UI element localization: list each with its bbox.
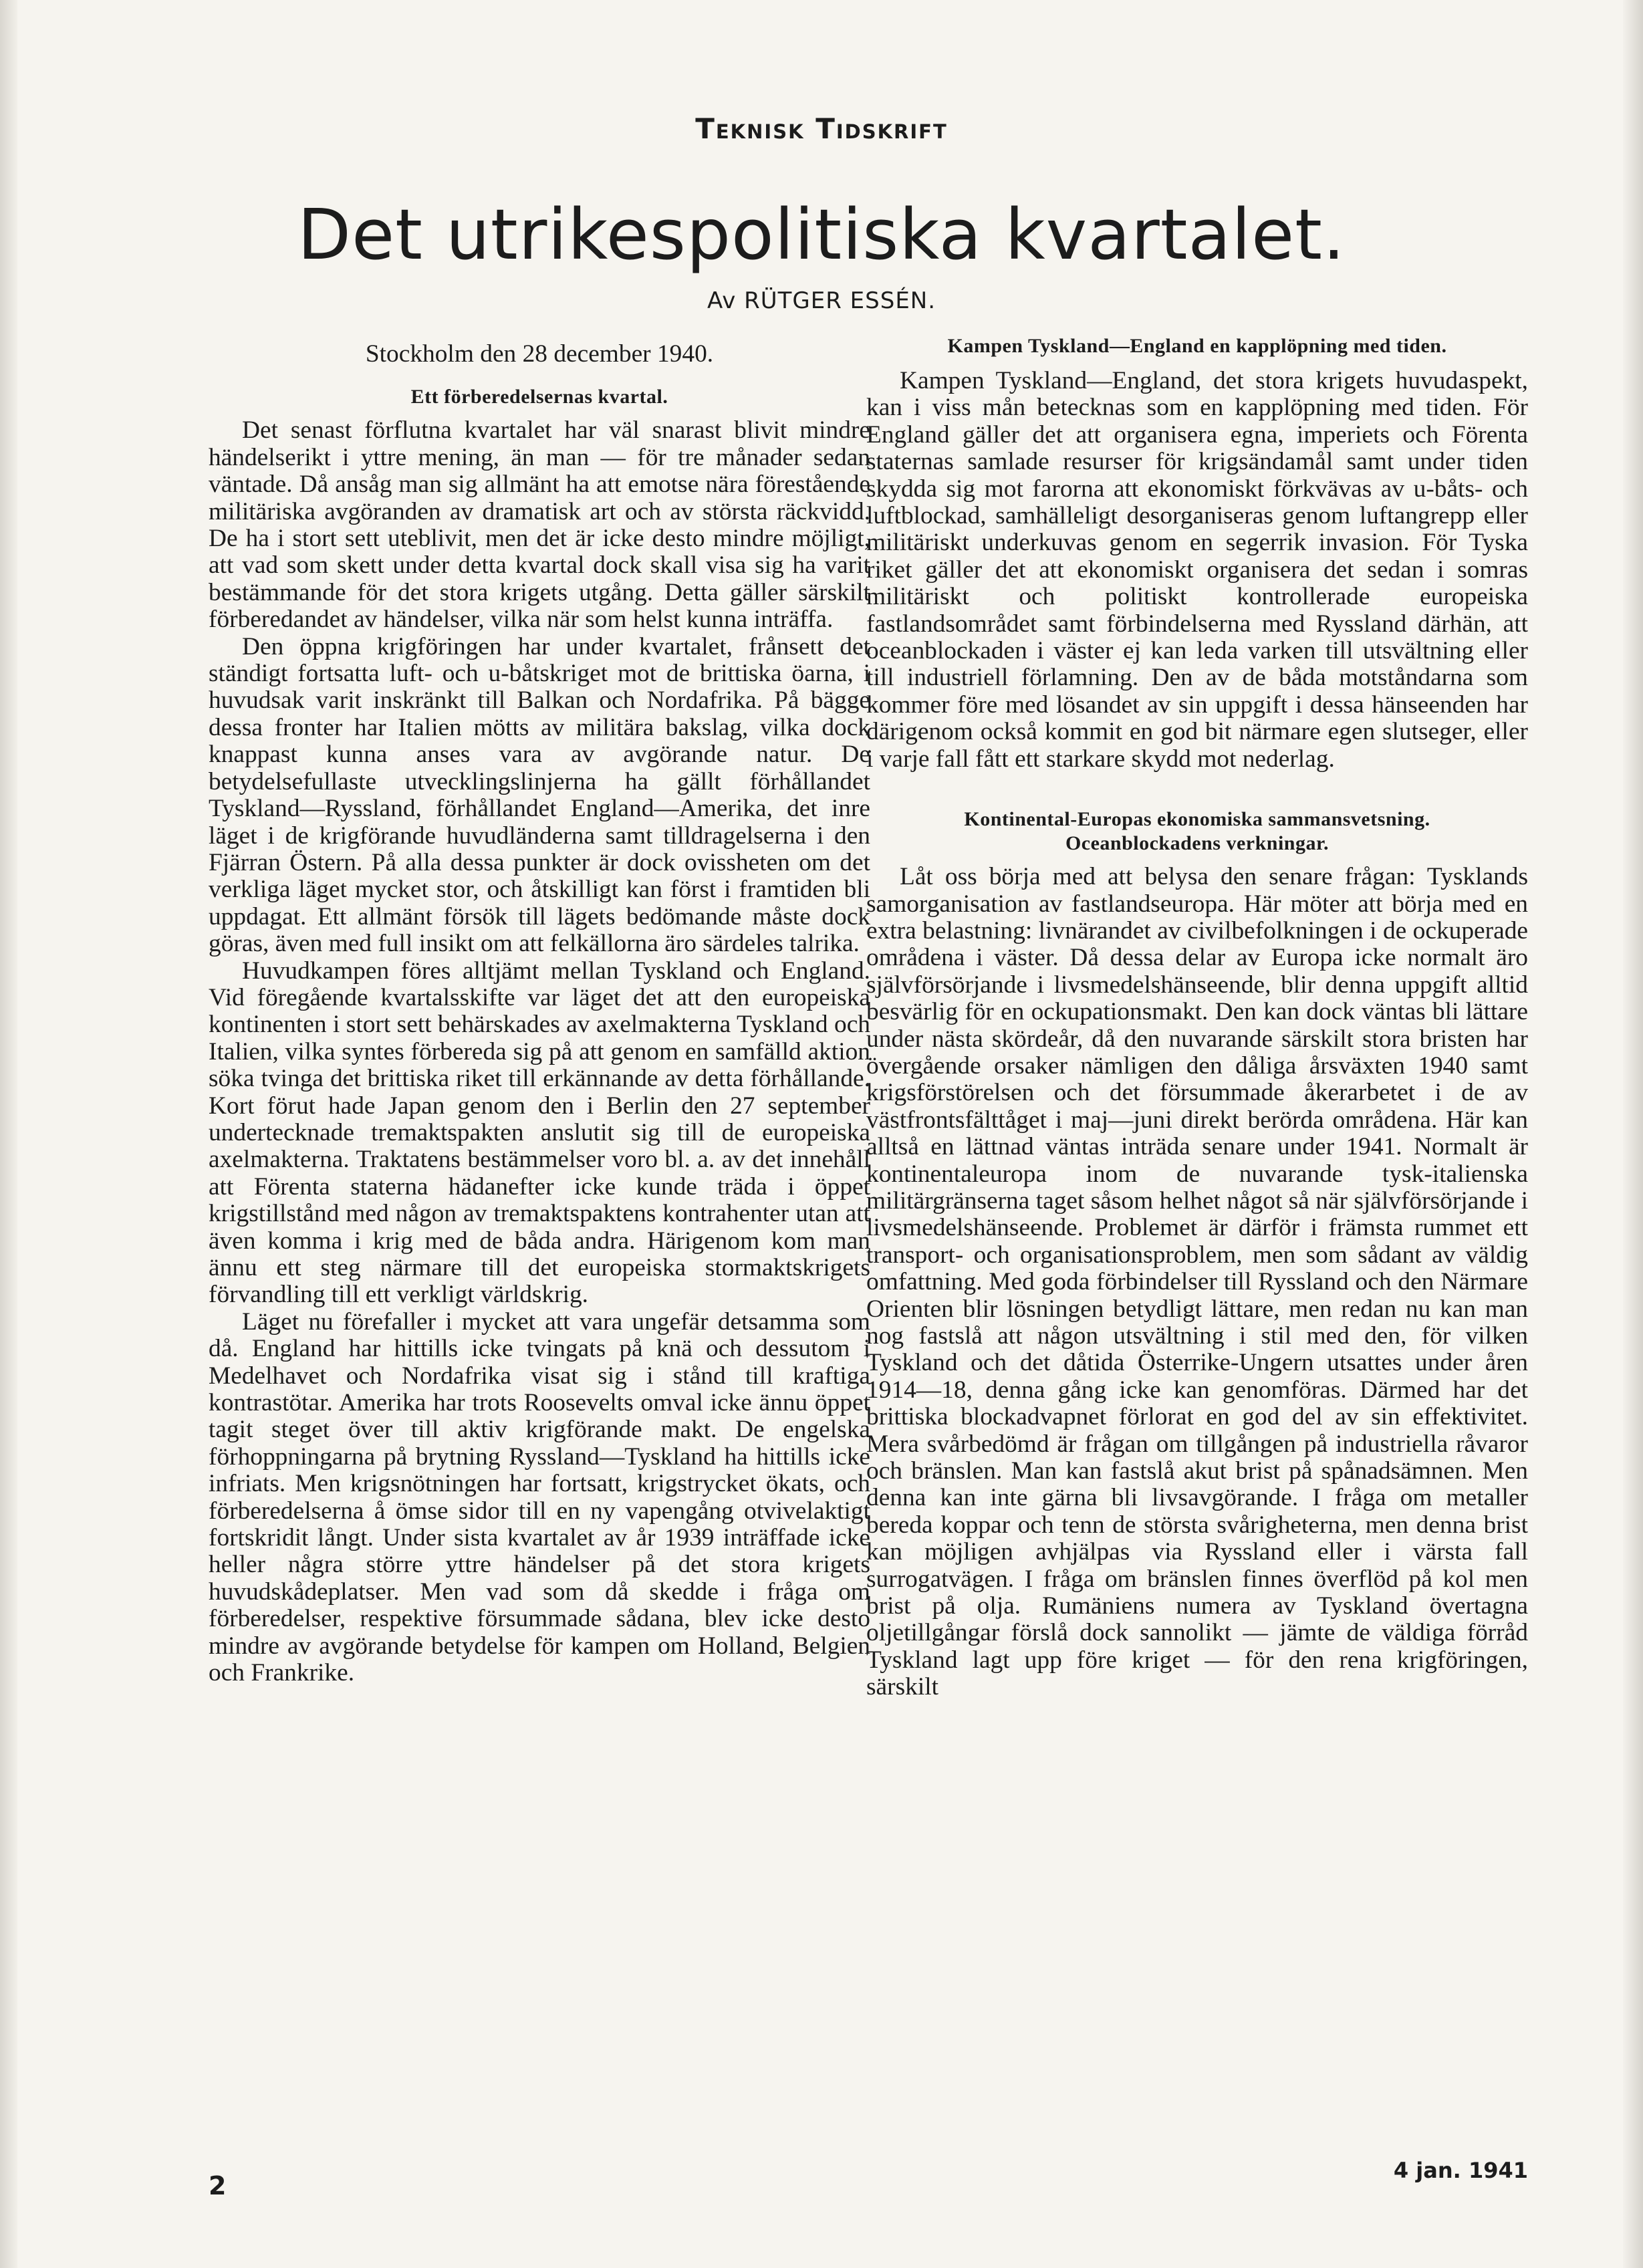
paragraph: Läget nu förefaller i mycket att vara ungefär detsamma som då. England har hittills icke tvingats på knä och dessutom i Medelhavet och Nordafrika visat sig i stånd till kraftiga kontrastötar. Amerika har trots Roosevelts omval icke ännu öppet tagit steget över till aktiv krigförande makt. De engelska förhoppningarna på brytning Ryssland—Tyskland ha hittills icke infriats. Men krigsnötningen har fortsatt, krigstrycket ökats, och förberedelserna å ömse sidor till en ny vapengång otvivelaktigt fortskridit långt. Under sista kvartalet av år 1939 inträffade icke heller några större yttre händelser på det stora krigets huvudskådeplatser. Men vad som då skedde i fråga om förberedelser, respektive försummade sådana, blev icke desto mindre av avgörande betydelse för kampen om Holland, Belgien och Frankrike. xyxy=(209,1307,870,1687)
paragraph: Huvudkampen föres alltjämt mellan Tyskland och England. Vid föregående kvartalsskifte var läget det att den europeiska kontinenten i stort sett behärskades av axelmakterna Tyskland och Italien, vilka syntes förbereda sig på att genom en samfälld aktion söka tvinga det brittiska riket till erkännande av detta förhållande. Kort förut hade Japan genom den i Berlin den 27 september undertecknade tremaktspakten anslutit sig till de europeiska axelmakterna. Traktatens bestämmelser voro bl. a. av det innehåll att Förenta staterna hädanefter icke kunde träda i öppet krigstillstånd med någon av tremaktspaktens kontrahenter utan att även komma i krig med de båda andra. Härigenom kom man ännu ett steg närmare till det europeiska stormaktskrigets förvandling till ett verkligt världskrig. xyxy=(209,957,870,1309)
page-number: 2 xyxy=(209,2171,227,2200)
paragraph: Det senast förflutna kvartalet har väl snarast blivit mindre händelserikt i yttre mening, än man — för tre månader sedan väntade. Då ansåg man sig allmänt ha att emotse nära förestående militäriska avgöranden av dramatisk art och av största räckvidd. De ha i stort sett uteblivit, men det är icke desto mindre möjligt, att vad som skett under detta kvartal dock skall visa sig ha varit bestämmande för det stora krigets utgång. Detta gäller särskilt förberedandet av händelser, vilka när som helst kunna inträffa. xyxy=(209,416,870,634)
dateline: Stockholm den 28 december 1940. xyxy=(365,340,714,368)
section-heading: Kampen Tyskland—England en kapplöpning med tiden. xyxy=(947,335,1447,357)
issue-date: 4 jan. 1941 xyxy=(1393,2158,1528,2183)
right-column xyxy=(866,334,1528,1701)
section-heading: Ett förberedelsernas kvartal. xyxy=(410,386,668,408)
running-head: Teknisk Tidskrift xyxy=(695,112,948,145)
section-heading: Kontinental-Europas ekonomiska sammansvetsning. Oceanblockadens verkningar. xyxy=(964,808,1430,855)
page-edge-right xyxy=(1623,0,1643,2268)
paragraph: Den öppna krigföringen har under kvartalet, frånsett det ständigt fortsatta luft- och u-båtskriget mot de brittiska öarna, i huvudsak varit inskränkt till Balkan och Nordafrika. På bägge dessa fronter har Italien mötts av militära bakslag, vilka dock knappast kunna anses vara av avgörande natur. De betydelsefullaste utvecklingslinjerna ha gällt förhållandet Tyskland—Ryssland, förhållandet England—Amerika, det inre läget i de krigförande huvudländerna samt tilldragelserna i den Fjärran Östern. På alla dessa punkter är dock ovissheten om det verkliga läget mycket stor, och åtskilligt kan först i framtiden bli uppdagat. Ett allmänt försök till lägets bedömande måste dock göras, även med full insikt om att felkällorna äro särdeles talrika. xyxy=(209,632,870,958)
left-column xyxy=(209,334,870,1687)
paragraph: Kampen Tyskland—England, det stora krigets huvudaspekt, kan i viss mån betecknas som en kapplöpning med tiden. För England gäller det att organisera egna, imperiets och Förenta staternas samlade resurser för krigsändamål samt under tiden skydda sig mot farorna att ekonomiskt förkvävas av u-båts- och luftblockad, samhälleligt desorganiseras genom luftangrepp eller militäriskt underkuvas genom en segerrik invasion. För Tyska riket gäller det att ekonomiskt organisera det sedan i somras militäriskt och politiskt kontrollerade europeiska fastlandsområdet samt förbindelserna med Ryssland därhän, att oceanblockaden i väster ej kan leda varken till utsvältning eller till industriell förlamning. Den av de båda motståndarna som kommer före med lösandet av sin uppgift i dessa hänseenden har därigenom också kommit en god bit närmare egen slutseger, eller i varje fall fått ett starkare skydd mot nederlag. xyxy=(866,367,1528,773)
article-byline: Av RÜTGER ESSÉN. xyxy=(707,287,936,314)
article-title: Det utrikespolitiska kvartalet. xyxy=(297,194,1346,275)
paragraph: Låt oss börja med att belysa den senare frågan: Tysklands samorganisation av fastlandseuropa. Här möter att börja med en extra belastning: livnärandet av civilbefolkningen i de ockuperade områdena i väster. Då dessa delar av Europa icke normalt äro självförsörjande i livsmedelshänseende, blir denna uppgift alltid besvärlig för en ockupationsmakt. Den kan dock väntas bli lättare under nästa skördeår, då den nuvarande särskilt stora bristen har övergående orsaker nämligen den dåliga årsväxten 1940 samt krigsförstörelsen och det försummade åkerarbetet i de av västfrontsfälttåget i maj—juni direkt berörda områdena. Här kan alltså en lättnad väntas inträda senare under 1941. Normalt är kontinentaleuropa inom de nuvarande tysk-italienska militärgränserna taget såsom helhet något så när självförsörjande i livsmedelshänseende. Problemet är därför i främsta rummet ett transport- och organisationsproblem, men som sådant av väldig omfattning. Med goda förbindelser till Ryssland och den Närmare Orienten blir lösningen betydligt lättare, men redan nu kan man nog fastslå att någon utsvältning i stil med den, för vilken Tyskland och det dåtida Österrike-Ungern utsattes under åren 1914—18, denna gång icke kan genomföras. Därmed har det brittiska blockadvapnet förlorat en god del av sin effektivitet. Mera svårbedömd är frågan om tillgången på industriella råvaror och bränslen. Man kan fastslå akut brist på spånadsämnen. Men denna kan inte gärna bli livsavgörande. I fråga om metaller bereda koppar och tenn de största svårigheterna, men denna brist kan möjligen avhjälpas via Ryssland eller i värsta fall surrogatvägen. I fråga om bränslen finnes överflöd på kol men brist på olja. Rumäniens numera av Tyskland övertagna oljetillgångar förslå dock sannolikt — jämte de väldiga förråd Tyskland lagt upp före kriget — för den rena krigföringen, särskilt xyxy=(866,863,1528,1701)
page-edge-left xyxy=(0,0,17,2268)
